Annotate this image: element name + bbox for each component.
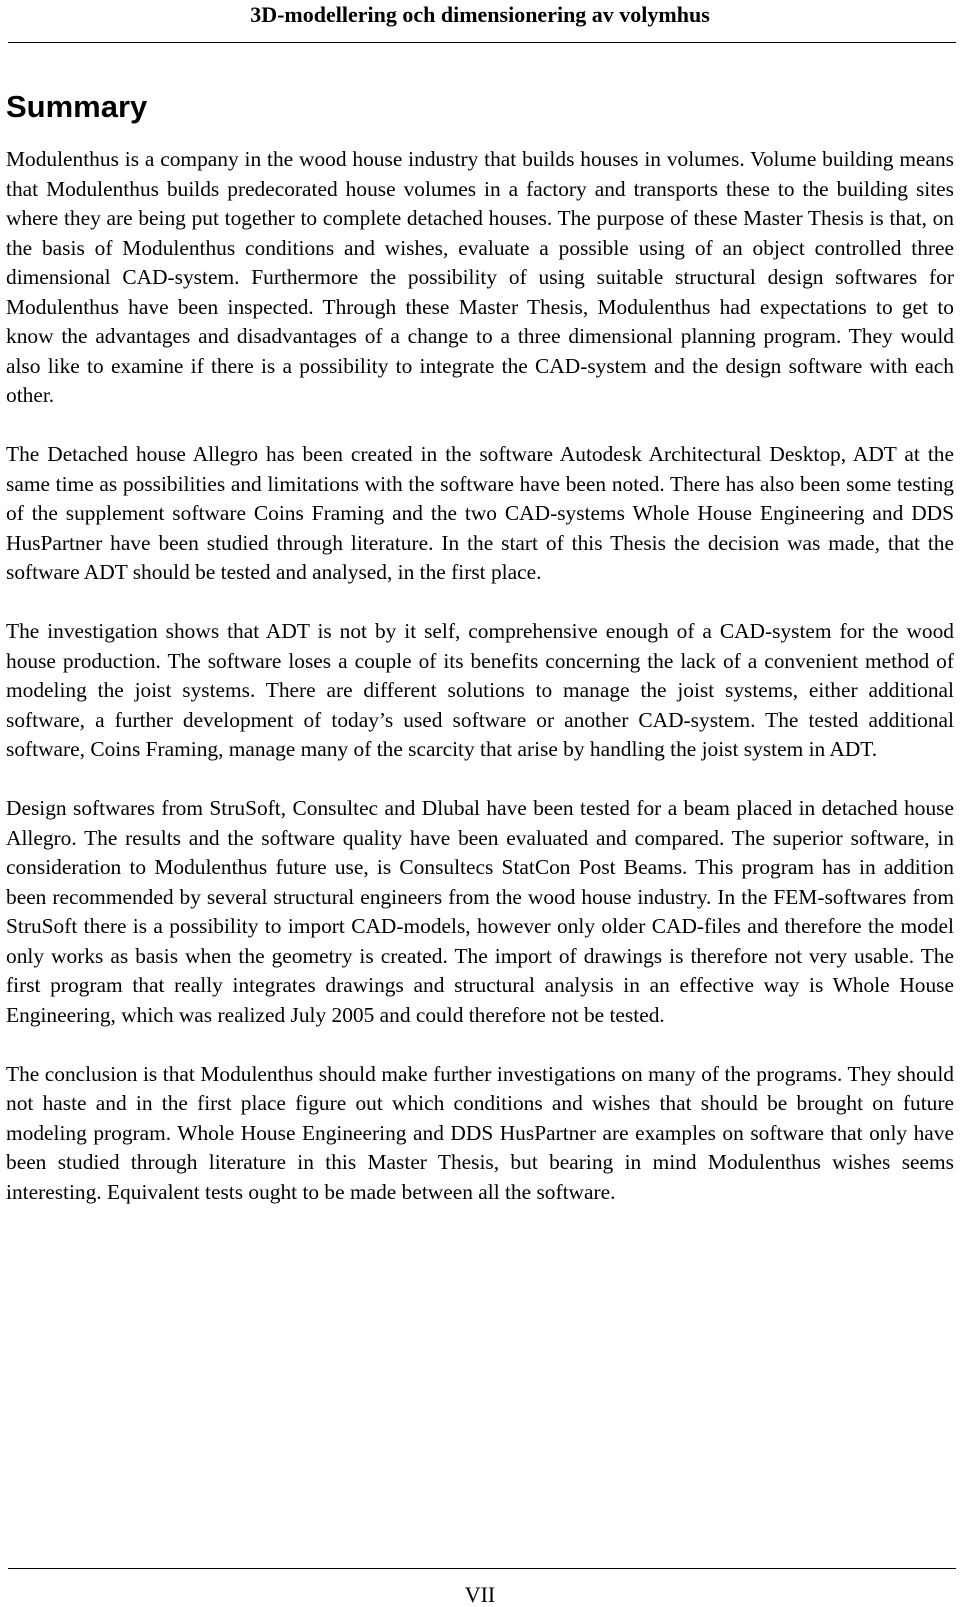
paragraph-4: Design softwares from StruSoft, Consultec and Dlubal have been tested for a beam placed in detached house Allegro. The results and the software quality have been evaluated and compared. The superior software, in consideration to Modulenthus future use, is Consultecs StatCon Post Beams. This program has in addition been recommended by several structural engineers from the wood house industry. In the FEM-softwares from StruSoft there is a possibility to import CAD-models, however only older CAD-files and therefore the model only works as basis when the geometry is created. The import of drawings is therefore not very usable. The first program that really integrates drawings and structural analysis in an effective way is Whole House Engineering, which was realized July 2005 and could therefore not be tested. — [6, 796, 954, 1027]
summary-body — [6, 145, 954, 1237]
paragraph-1: Modulenthus is a company in the wood house industry that builds houses in volumes. Volume building means that Modulenthus builds predecorated house volumes in a factory and transports these to the building sites where they are being put together to complete detached houses. The purpose of these Master Thesis is that, on the basis of Modulenthus conditions and wishes, evaluate a possible using of an object controlled three dimensional CAD-system. Furthermore the possibility of using suitable structural design softwares for Modulenthus have been inspected. Through these Master Thesis, Modulenthus had expectations to get to know the advantages and disadvantages of a change to a three dimensional planning program. They would also like to examine if there is a possibility to integrate the CAD-system and the design software with each other. — [6, 147, 954, 407]
page-number: VII — [464, 1582, 496, 1607]
running-header-title: 3D-modellering och dimensionering av volymhus — [250, 2, 710, 27]
paragraph-3: The investigation shows that ADT is not by it self, comprehensive enough of a CAD-system for the wood house production. The software loses a couple of its benefits concerning the lack of a convenient method of modeling the joist systems. There are different solutions to manage the joist systems, either additional software, a further development of today’s used software or another CAD-system. The tested additional software, Coins Framing, manage many of the scarcity that arise by handling the joist system in ADT. — [6, 619, 954, 761]
paragraph-2: The Detached house Allegro has been created in the software Autodesk Architectural Desktop, ADT at the same time as possibilities and limitations with the software have been noted. There has also been some testing of the supplement software Coins Framing and the two CAD-systems Whole House Engineering and DDS HusPartner have been studied through literature. In the start of this Thesis the decision was made, that the software ADT should be tested and analysed, in the first place. — [6, 442, 954, 584]
footer-divider — [8, 1568, 956, 1569]
header-divider — [8, 42, 956, 43]
paragraph-5: The conclusion is that Modulenthus should make further investigations on many of the programs. They should not haste and in the first place figure out which conditions and wishes that should be brought on future modeling program. Whole House Engineering and DDS HusPartner are examples on software that only have been studied through literature in this Master Thesis, but bearing in mind Modulenthus wishes seems interesting. Equivalent tests ought to be made between all the software. — [6, 1061, 954, 1204]
section-title: Summary — [6, 89, 148, 124]
